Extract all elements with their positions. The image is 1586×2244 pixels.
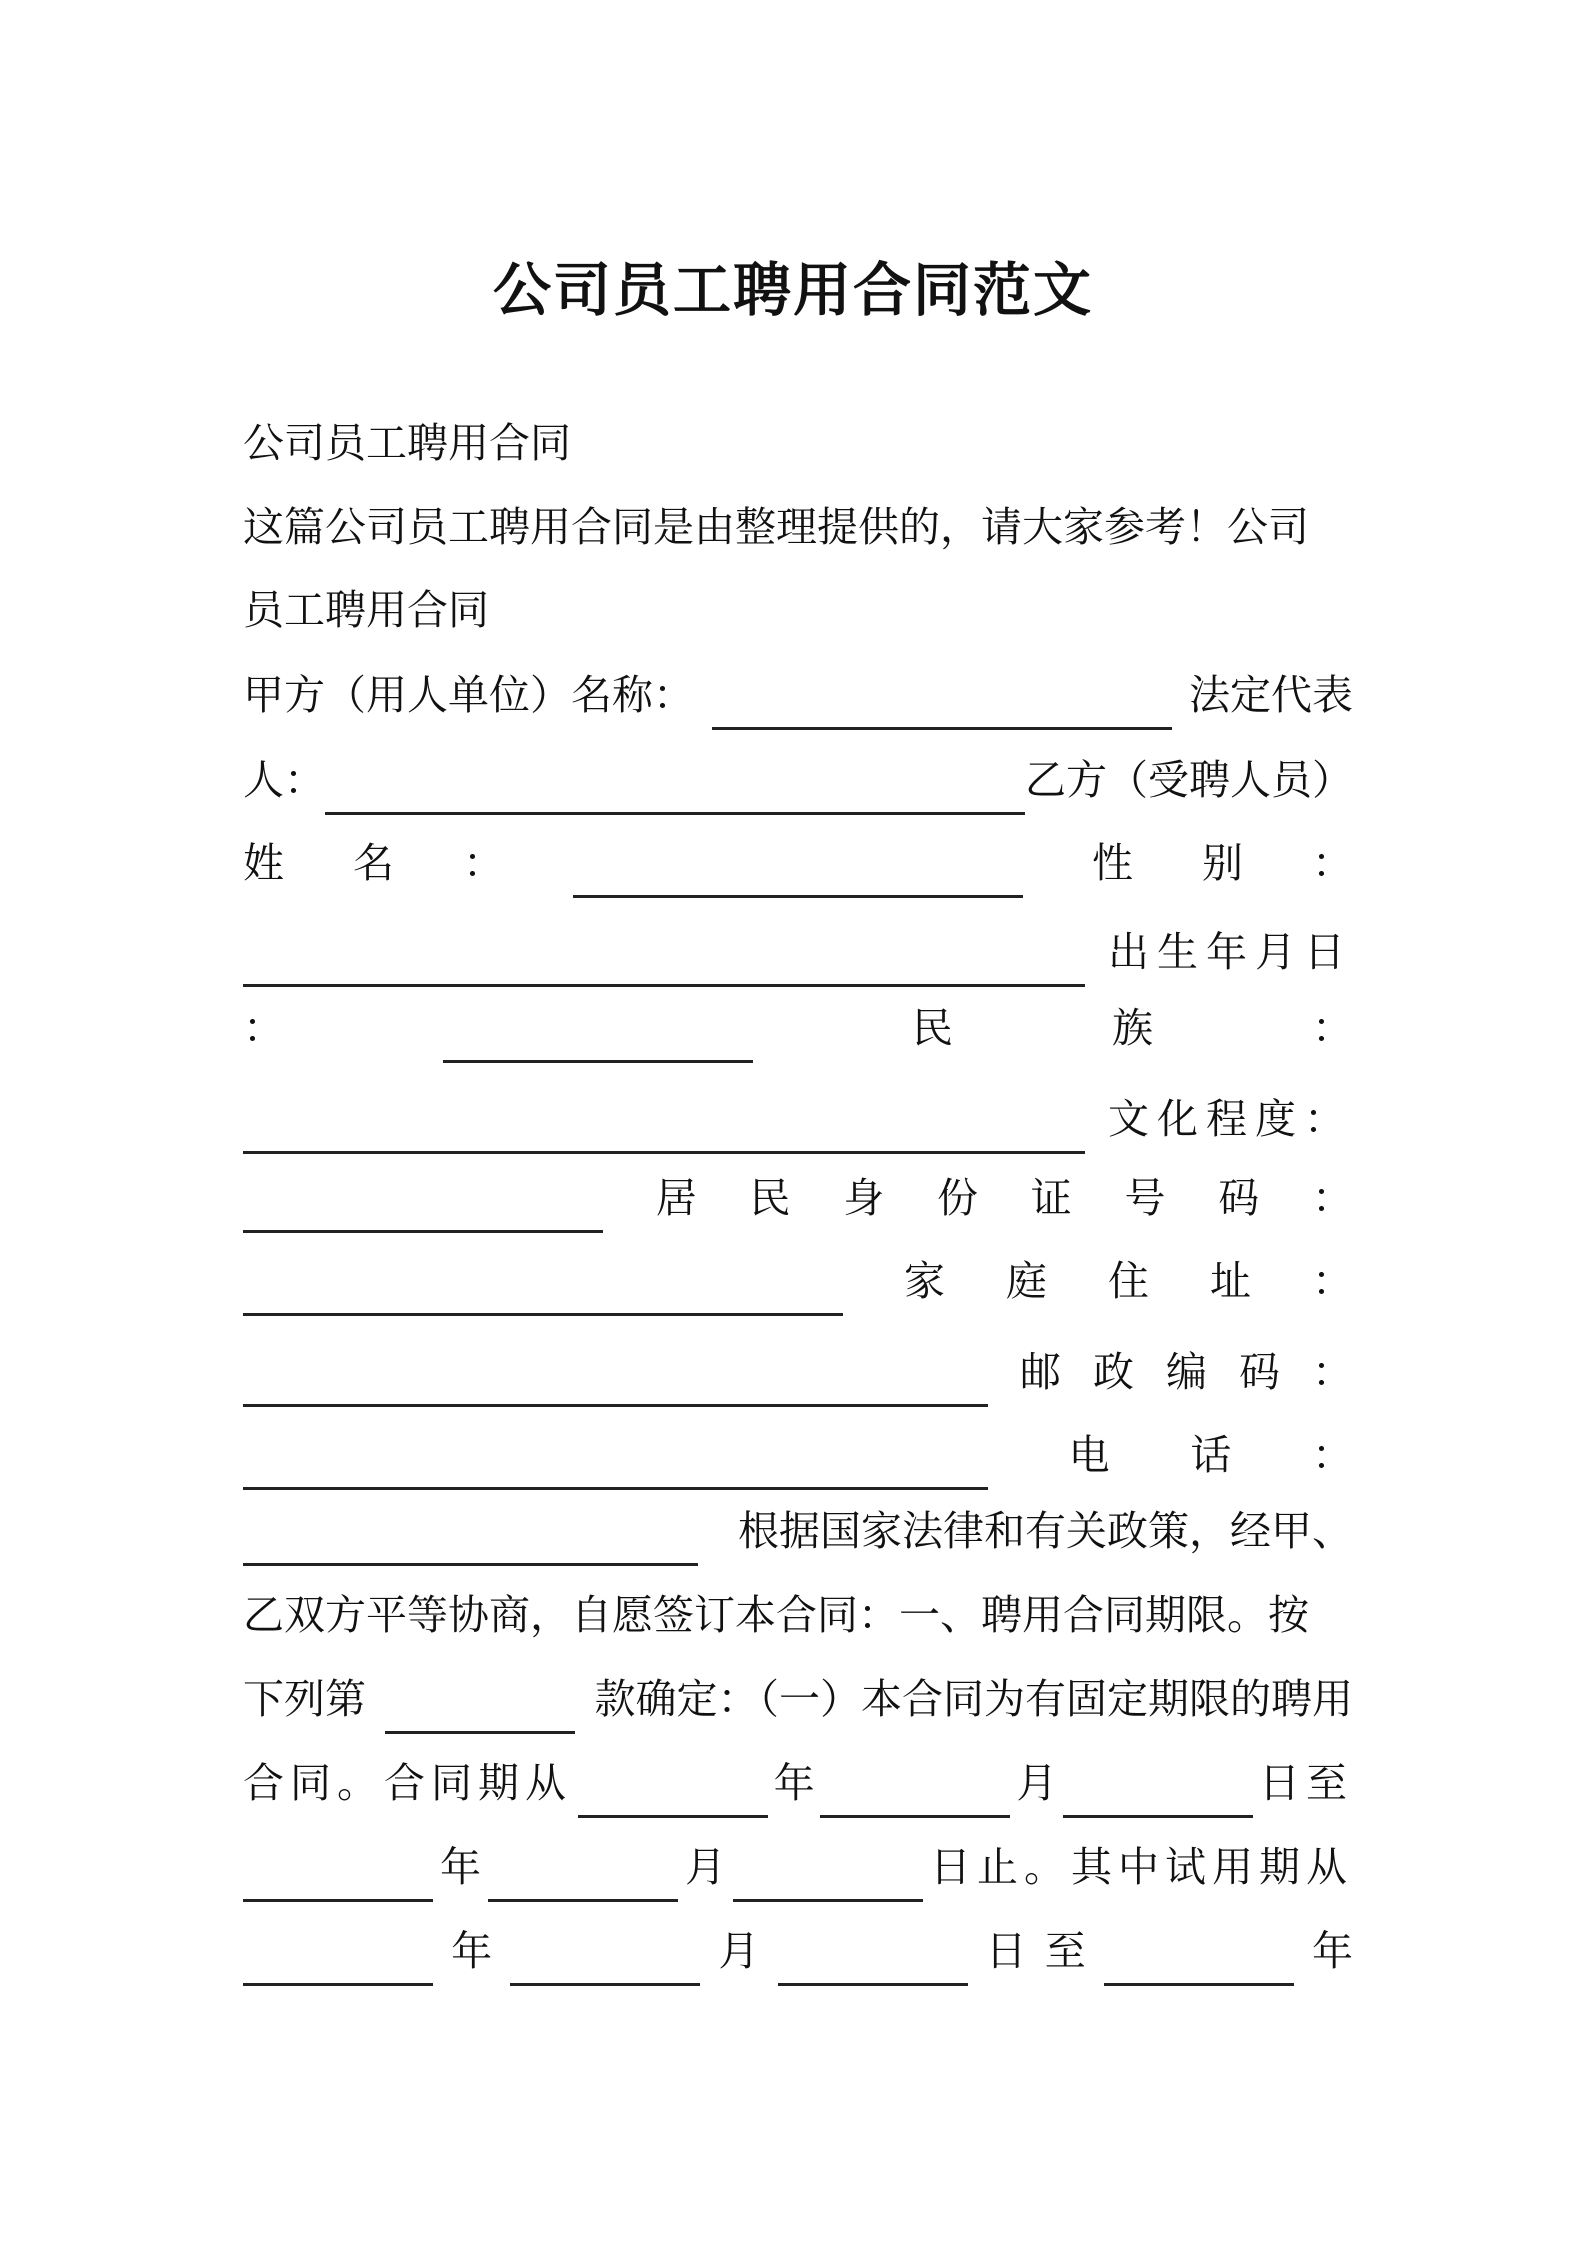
name-label-char: 姓 xyxy=(243,839,284,887)
contract-end-month-blank[interactable] xyxy=(488,1851,678,1902)
ethnic-label-colon: ： xyxy=(1312,1004,1353,1052)
legal-rep-line xyxy=(243,745,1353,815)
body-text-3a: 下列第 xyxy=(243,1675,366,1723)
address-label-char: 址 xyxy=(1210,1257,1251,1305)
phone-label-char: 话 xyxy=(1190,1431,1232,1479)
intro-text-2: 员工聘用合同 xyxy=(243,586,489,634)
gender-label-char: 别 xyxy=(1202,839,1243,887)
day-to-label: 日至 xyxy=(1258,1759,1353,1807)
birth-line xyxy=(243,917,1353,987)
body-line-2 xyxy=(243,1580,1353,1650)
legal-rep-label-end: 人： xyxy=(243,756,325,804)
gender-label-colon: ： xyxy=(1312,839,1353,887)
contract-period-label: 合同。合同期从 xyxy=(243,1759,572,1807)
gender-blank[interactable] xyxy=(243,936,1085,987)
contract-start-year-blank[interactable] xyxy=(578,1767,768,1818)
id-label-char: 码 xyxy=(1218,1174,1260,1222)
year-label: 年 xyxy=(440,1843,481,1891)
phone-label-char: 电 xyxy=(1068,1431,1110,1479)
legal-rep-blank[interactable] xyxy=(325,764,1025,815)
name-label-colon: ： xyxy=(463,839,504,887)
birth-blank[interactable] xyxy=(443,1012,753,1063)
id-label-char: 民 xyxy=(749,1174,791,1222)
probation-line xyxy=(243,1916,1353,1986)
birth-colon: ： xyxy=(243,1004,284,1052)
postcode-blank[interactable] xyxy=(243,1439,988,1490)
address-label-char: 家 xyxy=(904,1257,945,1305)
intro-text-1: 这篇公司员工聘用合同是由整理提供的，请大家参考！公司 xyxy=(243,503,1309,551)
probation-end-year-blank[interactable] xyxy=(1104,1935,1294,1986)
body-text-1: 根据国家法律和有关政策，经甲、 xyxy=(738,1507,1353,1555)
id-label-char: 证 xyxy=(1030,1174,1072,1222)
address-label-colon: ： xyxy=(1312,1257,1353,1305)
ethnic-label-char: 族 xyxy=(1112,1004,1153,1052)
probation-start-year-blank[interactable] xyxy=(243,1935,433,1986)
month-label: 月 xyxy=(1016,1759,1058,1807)
id-line xyxy=(243,1163,1353,1233)
name-blank[interactable] xyxy=(573,847,1023,898)
birth-label: 出生年月日 xyxy=(1108,928,1353,976)
name-gender-line xyxy=(243,828,1353,898)
education-blank[interactable] xyxy=(243,1182,603,1233)
probation-start-month-blank[interactable] xyxy=(510,1935,700,1986)
month-label: 月 xyxy=(685,1843,726,1891)
postcode-line xyxy=(243,1337,1353,1407)
education-line xyxy=(243,1084,1353,1154)
body-line-1 xyxy=(243,1496,1353,1566)
day-end-label: 日止。其中试用期从 xyxy=(930,1843,1353,1891)
name-label-char: 名 xyxy=(353,839,394,887)
ethnic-blank[interactable] xyxy=(243,1103,1085,1154)
postcode-label-char: 邮 xyxy=(1020,1348,1061,1396)
party-a-line xyxy=(243,660,1353,730)
contract-start-day-blank[interactable] xyxy=(1063,1767,1253,1818)
postcode-label-char: 码 xyxy=(1239,1348,1280,1396)
document-title: 公司员工聘用合同范文 xyxy=(492,256,1093,324)
ethnic-label-char: 民 xyxy=(912,1004,953,1052)
intro-line-1 xyxy=(243,492,1353,562)
to-label: 至 xyxy=(1044,1927,1086,1975)
postcode-label-colon: ： xyxy=(1312,1348,1353,1396)
id-label-char: 份 xyxy=(937,1174,978,1222)
address-blank[interactable] xyxy=(243,1356,988,1407)
contract-end-line xyxy=(243,1832,1353,1902)
month-label: 月 xyxy=(718,1927,760,1975)
address-label-char: 庭 xyxy=(1006,1257,1047,1305)
contract-end-year-blank[interactable] xyxy=(243,1851,433,1902)
year-label: 年 xyxy=(773,1759,815,1807)
contract-period-line xyxy=(243,1748,1353,1818)
contract-end-day-blank[interactable] xyxy=(733,1851,923,1902)
subtitle: 公司员工聘用合同 xyxy=(243,419,571,467)
body-text-2: 乙双方平等协商，自愿签订本合同：一、聘用合同期限。按 xyxy=(243,1591,1309,1639)
address-line xyxy=(243,1246,1353,1316)
clause-number-blank[interactable] xyxy=(385,1683,575,1734)
party-a-name-label: 甲方（用人单位）名称： xyxy=(243,671,694,719)
id-label-char: 身 xyxy=(843,1174,885,1222)
gender-label-char: 性 xyxy=(1092,839,1133,887)
body-text-3b: 款确定：（一）本合同为有固定期限的聘用 xyxy=(594,1675,1353,1723)
year-label: 年 xyxy=(1312,1927,1353,1975)
id-blank[interactable] xyxy=(243,1265,843,1316)
id-label-char: 号 xyxy=(1124,1174,1166,1222)
ethnic-line xyxy=(243,993,1353,1063)
party-a-name-blank[interactable] xyxy=(712,679,1172,730)
body-line-3 xyxy=(243,1664,1353,1734)
day-label: 日 xyxy=(985,1927,1027,1975)
phone-line xyxy=(243,1420,1353,1490)
intro-line-2 xyxy=(243,575,1353,645)
year-label: 年 xyxy=(451,1927,493,1975)
education-label: 文化程度： xyxy=(1108,1095,1353,1143)
subtitle-line xyxy=(243,408,1353,478)
address-label-char: 住 xyxy=(1108,1257,1149,1305)
party-b-label: 乙方（受聘人员） xyxy=(1025,756,1353,804)
phone-blank[interactable] xyxy=(243,1515,698,1566)
contract-start-month-blank[interactable] xyxy=(820,1767,1010,1818)
id-label-char: 居 xyxy=(655,1174,697,1222)
postcode-label-char: 政 xyxy=(1093,1348,1134,1396)
id-label-colon: ： xyxy=(1312,1174,1353,1222)
postcode-label-char: 编 xyxy=(1166,1348,1207,1396)
phone-label-colon: ： xyxy=(1311,1431,1353,1479)
probation-start-day-blank[interactable] xyxy=(778,1935,968,1986)
legal-rep-label: 法定代表 xyxy=(1189,671,1353,719)
